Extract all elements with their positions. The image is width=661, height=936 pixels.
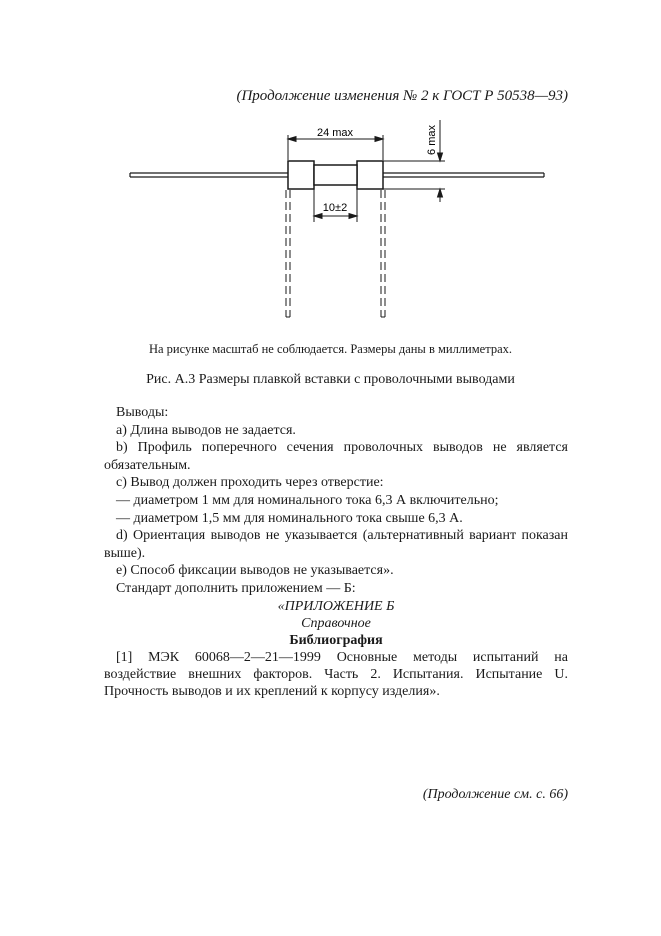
body-text (104, 404, 568, 598)
body-line: а) Длина выводов не задается. (116, 422, 296, 438)
fuse-body (288, 161, 383, 189)
body-line: Выводы: (116, 405, 169, 420)
dim-inner-label: 10±2 (322, 202, 348, 214)
fuse-dimension-drawing (120, 110, 560, 335)
footer-continuation: (Продолжение см. с. 66) (422, 787, 568, 802)
body-line: d) Ориентация выводов не указывается (альтернативный вариант показан выше). (104, 528, 568, 561)
appendix-subtitle: Справочное (301, 616, 371, 631)
body-line: Стандарт дополнить приложением — Б: (116, 580, 356, 596)
figure-title: Рис. А.3 Размеры плавкой вставки с проволочными выводами (146, 372, 515, 387)
appendix-heading: Библиография (289, 633, 383, 648)
figure-note: На рисунке масштаб не соблюдается. Размеры даны в миллиметрах. (148, 342, 512, 356)
body-line: с) Вывод должен проходить через отверстие: (116, 475, 384, 491)
body-line: — диаметром 1,5 мм для номинального тока свыше 6,3 А. (116, 510, 463, 526)
appendix-title: «ПРИЛОЖЕНИЕ Б (277, 599, 395, 614)
header-continuation: (Продолжение изменения № 2 к ГОСТ Р 50538—93) (236, 88, 568, 104)
body-line: b) Профиль поперечного сечения проволочных выводов не является обязательным. (104, 440, 568, 473)
dim-diameter-label: 6 max (426, 125, 438, 155)
body-line: е) Способ фиксации выводов не указывается». (116, 563, 394, 579)
bibliography-reference: [1] МЭК 60068—2—21—1999 Основные методы испытаний на воздействие внешних факторов. Часть 2. Испытания. Испытание U. Прочность выводов и их креплений к корпусу изделия». (104, 650, 568, 699)
appendix-section (104, 598, 568, 700)
dim-total-label: 24 max (316, 127, 354, 139)
body-line: — диаметром 1 мм для номинального тока 6,3 А включительно; (116, 492, 499, 508)
